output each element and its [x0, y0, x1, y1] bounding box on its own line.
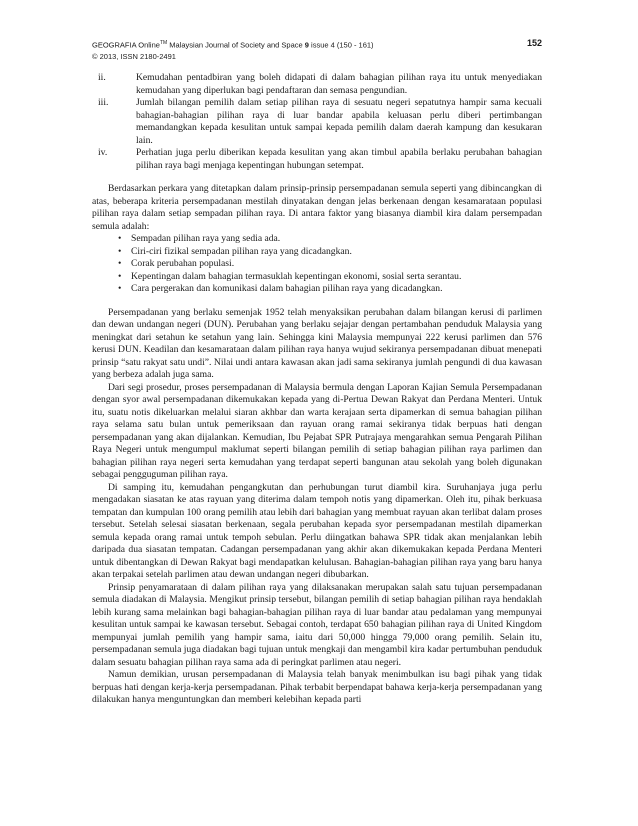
header-line: [92, 38, 542, 51]
list-number: iii.: [98, 97, 109, 108]
bullet-item: • Sempadan pilihan raya yang sedia ada.: [118, 233, 542, 246]
copyright-line: © 2013, ISSN 2180-2491: [92, 51, 176, 61]
journal-citation: [92, 38, 374, 51]
roman-list-item: [92, 97, 542, 147]
paragraph-issues: Namun demikian, urusan persempadanan di Malaysia telah banyak menimbulkan isu bagi pihak yang tidak berpuas hati dengan kerja-kerja persempadanan. Pihak terbabit berpendapat bahawa kerja-kerja persempadanan yang dilakukan hanya menguntungkan dan memberi kelebihan kepada parti: [92, 669, 542, 705]
roman-list-item: [92, 147, 542, 172]
article-body: [92, 72, 542, 707]
page-header: [92, 38, 542, 62]
roman-list: [92, 72, 542, 172]
bullet-list: [92, 233, 542, 296]
page-number: 152: [526, 38, 542, 48]
list-number: ii.: [98, 72, 106, 83]
list-number: iv.: [98, 147, 108, 158]
journal-issue: issue 4 (150 - 161): [308, 40, 374, 50]
paragraph-procedure: Dari segi prosedur, proses persempadanan di Malaysia bermula dengan Laporan Kajian Semula Persempadanan dengan syor awal persempadanan dikemukakan kepada yang di-Pertua Dewan Rakyat dan Perdana Menteri. Untuk itu, suatu notis dikeluarkan melalui siaran akhbar dan warta kerajaan serta dipamerkan di semua bahagian pilihan raya selama satu bulan untuk pemeriksaan dan rayuan orang ramai sekiranya tidak berpuas hati dengan persempadanan yang akan dijalankan. Kemudian, Ibu Pejabat SPR Putrajaya mengarahkan semua Pengarah Pilihan Raya Negeri untuk mengumpul maklumat seperti bilangan pemilih di setiap bahagian pilihan raya parlimen dan bahagian pilihan raya negeri serta kemudahan yang terdapat seperti bangunan atau sekolah yang boleh digunakan sebagai pengguguman pilihan raya.: [92, 381, 542, 480]
journal-volume: 9: [304, 40, 309, 50]
list-text: Jumlah bilangan pemilih dalam setiap pilihan raya di sesuatu negeri sepatutnya hampir sama kecuali bahagian-bahagian pilihan raya di luar bandar apabila keluasan perlu diberi pertimbangan memandangkan kepada kesulitan untuk sampai kepada pemilih dalam daerah kampung dan kesukaran lain.: [136, 97, 542, 146]
paragraph-inquiry: Di samping itu, kemudahan pengangkutan dan perhubungan turut diambil kira. Suruhanjaya juga perlu mengadakan siasatan ke atas rayuan yang diterima dalam tempoh notis yang dipamerkan. Oleh itu, pihak berkuasa tempatan dan kumpulan 100 orang pemilih atau lebih dari bahagian yang membuat rayuan akan terlibat dalam proses tersebut. Setelah selesai siasatan berkenaan, segala perubahan kepada syor persempadanan mestilah dipamerkan semula kepada orang ramai untuk tempoh sebulan. Perlu diingatkan bahawa SPR tidak akan menjalankan lebih daripada dua siasatan tempatan. Cadangan persempadanan yang akhir akan dikemukakan kepada Perdana Menteri untuk dibentangkan di Dewan Rakyat bagi mendapatkan kelulusan. Bahagian-bahagian pilihan raya yang baru hanya akan terpakai setelah parlimen atau dewan undangan negeri dibubarkan.: [92, 481, 542, 580]
journal-subtitle: Malaysian Journal of Society and Space: [167, 40, 305, 50]
bullet-item: • Cara pergerakan dan komunikasi dalam bahagian pilihan raya yang dicadangkan.: [118, 283, 542, 296]
bullet-item: • Ciri-ciri fizikal sempadan pilihan raya yang dicadangkan.: [118, 246, 542, 259]
paragraph-criteria: Berdasarkan perkara yang ditetapkan dalam prinsip-prinsip persempadanan semula seperti yang dibincangkan di atas, beberapa kriteria persempadanan mestilah dinyatakan dengan jelas berkenaan dengan kesamarataan populasi pilihan raya dalam setiap sempadan pilihan raya. Di antara faktor yang biasanya diambil kira dalam persempadan semula adalah:: [92, 183, 542, 232]
paragraph-history: Persempadanan yang berlaku semenjak 1952 telah menyaksikan perubahan dalam bilangan kerusi di parlimen dan dewan undangan negeri (DUN). Perubahan yang berlaku sejajar dengan pertambahan penduduk Malaysia yang meningkat dari setahun ke setahun yang lain. Sehingga kini Malaysia mempunyai 222 kerusi parlimen dan 576 kerusi DUN. Keadilan dan kesamarataan dalam pilihan raya hanya wujud sekiranya persempadanan dibuat menepati prinsip “satu rakyat satu undi”. Nilai undi antara kawasan akan jadi sama sekiranya jumlah pengundi di dua kawasan yang berbeza adalah juga sama.: [92, 306, 542, 380]
list-text: Perhatian juga perlu diberikan kepada kesulitan yang akan timbul apabila berlaku perubahan bahagian pilihan raya bagi menjaga kepentingan hubungan setempat.: [136, 147, 542, 171]
journal-name: GEOGRAFIA Online: [92, 40, 160, 50]
bullet-item: • Kepentingan dalam bahagian termasuklah kepentingan ekonomi, sosial serta serantau.: [118, 271, 542, 284]
paragraph-equality: Prinsip penyamarataan di dalam pilihan raya yang dilaksanakan merupakan salah satu tujuan persempadanan semula diadakan di Malaysia. Mengikut prinsip tersebut, bilangan pemilih di setiap bahagian pilihan raya hendaklah lebih kurang sama melainkan bagi bahagian-bahagian pilihan raya di luar bandar atau pedalaman yang mempunyai kesulitan untuk sampai ke kawasan tersebut. Sebagai contoh, terdapat 650 bahagian pilihan raya di United Kingdom mempunyai jumlah pemilih yang hampir sama, iaitu dari 50,000 hingga 79,000 orang pemilih. Selain itu, persempadanan semula juga diadakan bagi tujuan untuk mengkaji dan mengambil kira kadar pertumbuhan penduduk dalam sesuatu bahagian pilihan raya sama ada di peringkat parlimen atau negeri.: [92, 581, 542, 668]
list-text: Kemudahan pentadbiran yang boleh didapati di dalam bahagian pilihan raya itu untuk menyediakan kemudahan yang diperlukan bagi pendaftaran dan semasa pengundian.: [136, 72, 542, 96]
trademark: TM: [159, 40, 168, 46]
roman-list-item: [92, 72, 542, 97]
bullet-item: • Corak perubahan populasi.: [118, 258, 542, 271]
